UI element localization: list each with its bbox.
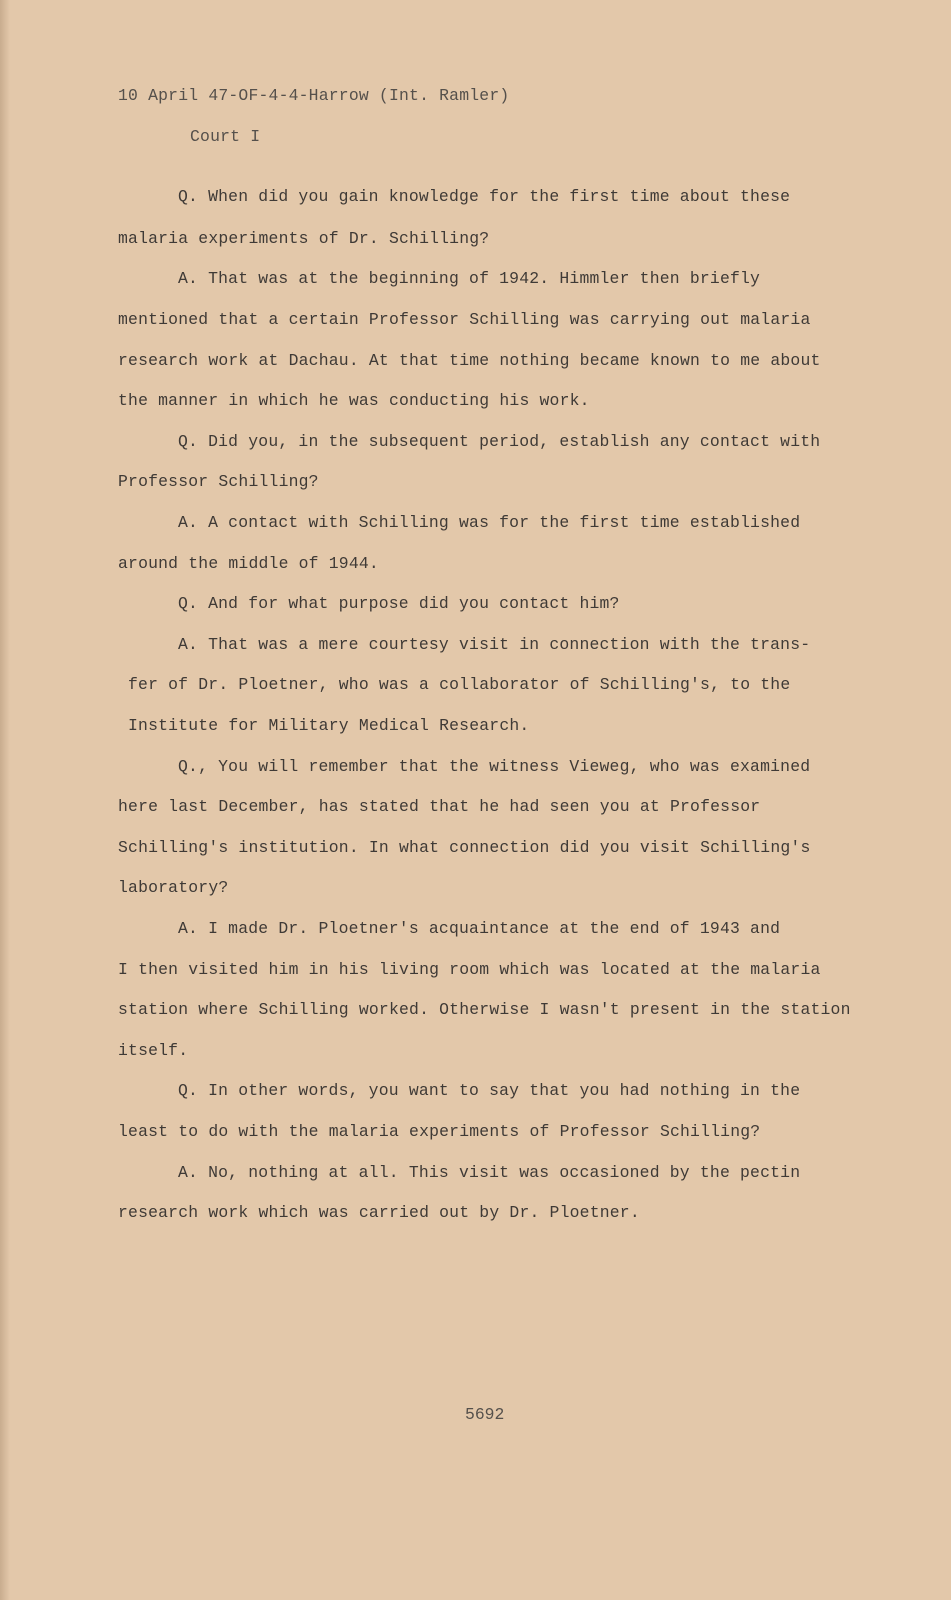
text-line-3: A. That was at the beginning of 1942. Himmler then briefly <box>178 269 761 288</box>
text-line-8: Professor Schilling? <box>118 472 319 491</box>
text-line-10: around the middle of 1944. <box>118 554 379 573</box>
text-line-2: malaria experiments of Dr. Schilling? <box>118 229 490 248</box>
text-line-6: the manner in which he was conducting his work. <box>118 391 590 410</box>
text-line-1: Q. When did you gain knowledge for the first time about these <box>178 187 791 206</box>
text-line-9: A. A contact with Schilling was for the first time established <box>178 513 801 532</box>
text-line-15: Q., You will remember that the witness Vieweg, who was examined <box>178 757 811 776</box>
text-line-5: research work at Dachau. At that time nothing became known to me about <box>118 351 821 370</box>
text-line-18: laboratory? <box>118 878 229 897</box>
text-line-7: Q. Did you, in the subsequent period, establish any contact with <box>178 432 821 451</box>
text-line-23: Q. In other words, you want to say that you had nothing in the <box>178 1081 801 1100</box>
text-line-26: research work which was carried out by Dr. Ploetner. <box>118 1203 640 1222</box>
text-line-16: here last December, has stated that he had seen you at Professor <box>118 797 761 816</box>
text-line-21: station where Schilling worked. Otherwise I wasn't present in the station <box>118 1000 851 1019</box>
text-line-17: Schilling's institution. In what connection did you visit Schilling's <box>118 838 811 857</box>
page-number: 5692 <box>465 1405 505 1424</box>
paper-edge-shadow <box>0 0 10 1600</box>
text-line-11: Q. And for what purpose did you contact him? <box>178 594 620 613</box>
text-line-20: I then visited him in his living room which was located at the malaria <box>118 960 821 979</box>
court-label: Court I <box>190 127 261 146</box>
text-line-24: least to do with the malaria experiments of Professor Schilling? <box>118 1122 761 1141</box>
text-line-4: mentioned that a certain Professor Schilling was carrying out malaria <box>118 310 811 329</box>
text-line-14: Institute for Military Medical Research. <box>128 716 530 735</box>
text-line-12: A. That was a mere courtesy visit in connection with the trans- <box>178 635 811 654</box>
text-line-19: A. I made Dr. Ploetner's acquaintance at the end of 1943 and <box>178 919 781 938</box>
text-line-22: itself. <box>118 1041 189 1060</box>
text-line-13: fer of Dr. Ploetner, who was a collaborator of Schilling's, to the <box>128 675 791 694</box>
text-line-25: A. No, nothing at all. This visit was occasioned by the pectin <box>178 1163 801 1182</box>
header-line: 10 April 47-OF-4-4-Harrow (Int. Ramler) <box>118 86 510 105</box>
